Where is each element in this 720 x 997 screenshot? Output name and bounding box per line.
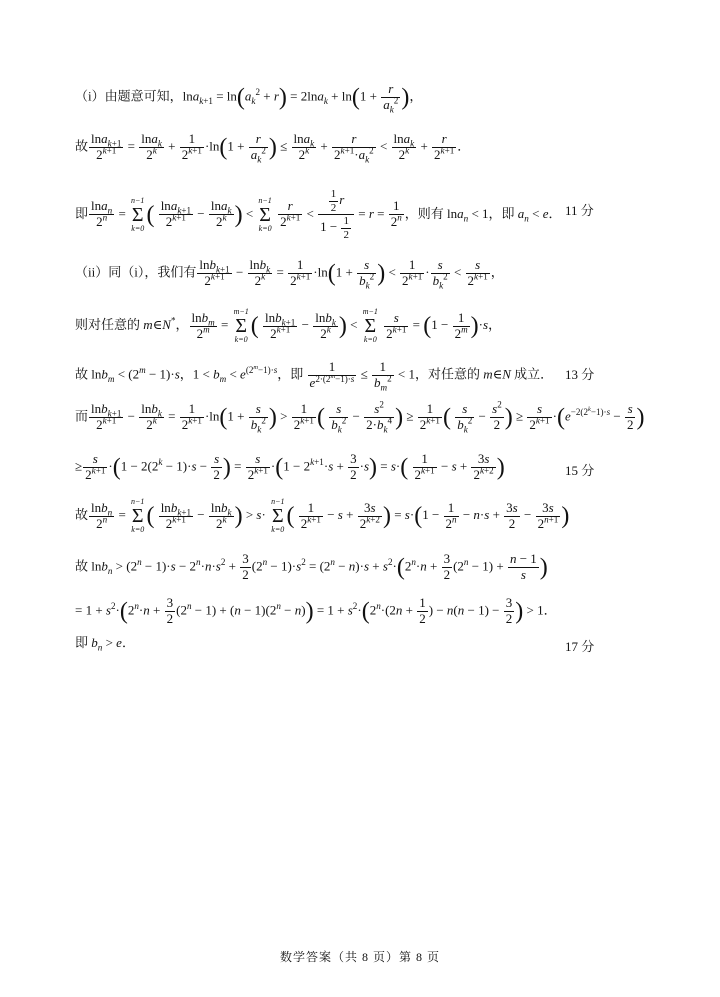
solution-line-10: 故 $\ln b_n > (2^n - 1)\cdot s - 2^n\cdot n\cdot s^2$ + $\frac{3}{2}$ $(2^n - 1)\cdot s^2 = (2^n - n)\cdot s + s^2\cdot(2^n\cdot n$ + $\frac{3}{2}$ $(2^n - 1)$ + $\frac{n - 1}{s}$ ): [75, 551, 548, 582]
solution-line-11: = $1 + s^2\cdot(2^n\cdot n$ + $\frac{3}{2}$ $(2^n - 1) + (n - 1)(2^n - n)) = 1 + s^2\cdot(2^n\cdot(2n$ + $\frac{1}{2}$ ) − n(n − 1) − $\frac{3}{2}$ ) > 1．: [75, 595, 557, 626]
solution-line-2: 故 $\frac{\ln a_{k+1}}{2^{k+1}}$ = $\frac{\ln a_k}{2^k}$ + $\frac{1}{2^{k+1}}$ ·ln(1 + $\frac{r}{a_k^2}$ ) ≤ $\frac{\ln a_k}{2^k}$ + $\frac{r}{2^{k+1}\cdot a_k^2}$ < $\frac{\ln a_k}{2^k}$ + $\frac{r}{2^{k+1}}$ ．: [75, 131, 471, 165]
solution-line-5: 则对任意的 m∈N*， $\frac{\ln b_m}{2^m}$ = m−1 Σ k=0 ( $\frac{\ln b_{k+1}}{2^{k+1}}$ − $\frac{\ln b_k}{2^k}$ ) < m−1 Σ k=0 $\frac{s}{2^{k+1}}$ = (1 − $\frac{1}{2^m}$ )·s，: [75, 307, 502, 344]
score-13: 13 分: [565, 367, 595, 382]
solution-line-1: （i）由题意可知，$\ln a_{k+1} = \ln(a_k^2 + r) = 2\ln a_k + \ln(1$ + $\frac{r}{a_k^2}$ )，: [75, 81, 423, 115]
solution-line-9: 故 $\frac{\ln b_n}{2^n}$ = n−1 Σ k=0 ( $\frac{\ln b_{k+1}}{2^{k+1}}$ − $\frac{\ln b_k}{2^k}$ ) > s· n−1 Σ k=0 ( $\frac{1}{2^{k+1}}$ − s + $\frac{3s}{2^{k+2}}$ ) = s·(1 − $\frac{1}{2^n}$ − n·s + $\frac{3s}{2}$ − $\frac{3s}{2^{n+1}}$ ): [75, 497, 570, 534]
solution-line-6: 故 $\ln b_m < (2^m - 1)\cdot s$，$1 < b_m < e^{(2^m-1)\cdot s}$，即 $\frac{1}{e^{2\cdot(2^m-1)\cdot s}}$ ≤ $\frac{1}{b_m^2}$ < 1，对任意的 m∈N 成立．: [75, 359, 554, 393]
solution-line-4: （ii）同（i），我们有 $\frac{\ln b_{k+1}}{2^{k+1}}$ − $\frac{\ln b_k}{2^k}$ = $\frac{1}{2^{k+1}}$ ·ln(1 + $\frac{s}{b_k^2}$ ) < $\frac{1}{2^{k+1}}$ · $\frac{s}{b_k^2}$ < $\frac{s}{2^{k+1}}$ ，: [75, 257, 504, 291]
solution-line-7: 而 $\frac{\ln b_{k+1}}{2^{k+1}}$ − $\frac{\ln b_k}{2^k}$ = $\frac{1}{2^{k+1}}$ ·ln(1 + $\frac{s}{b_k^2}$ ) > $\frac{1}{2^{k+1}}$ ( $\frac{s}{b_k^2}$ − $\frac{s^2}{2\cdot b_k^4}$ ) ≥ $\frac{1}{2^{k+1}}$ ( $\frac{s}{b_k^2}$ − $\frac{s^2}{2}$ ) ≥ $\frac{s}{2^{k+1}}$ $\cdot(e^{-2(2^k-1)\cdot s}$ − $\frac{s}{2}$ ): [75, 399, 645, 435]
page-footer: 数学答案（共 8 页）第 8 页: [279, 950, 440, 964]
solution-line-12: 即 $b_n > e$．: [75, 635, 135, 653]
solution-line-3: 即 $\frac{\ln a_n}{2^n}$ = n−1 Σ k=0 ( $\frac{\ln a_{k+1}}{2^{k+1}}$ − $\frac{\ln a_k}{2^k}$ ) < n−1 Σ k=0 $\frac{r}{2^{k+1}}$ < $\frac{1}{2}$ r 1 − $\frac{1}{2}$ = r = $\frac{1}{2^n}$ ，则有 lna$_n$ < 1，即 $a_n < e$．: [75, 188, 562, 241]
solution-line-8: ≥ $\frac{s}{2^{k+1}}$ $\cdot(1 - 2(2^k - 1)\cdot s$ − $\frac{s}{2}$ ) = $\frac{s}{2^{k+1}}$ $\cdot(1 - 2^{k+1}\cdot s$ + $\frac{3}{2}$ ·s) = s·( $\frac{1}{2^{k+1}}$ − s + $\frac{3s}{2^{k+2}}$ ): [75, 451, 505, 482]
score-11: 11 分: [565, 203, 594, 218]
score-15: 15 分: [565, 463, 595, 478]
score-17: 17 分: [565, 639, 595, 654]
